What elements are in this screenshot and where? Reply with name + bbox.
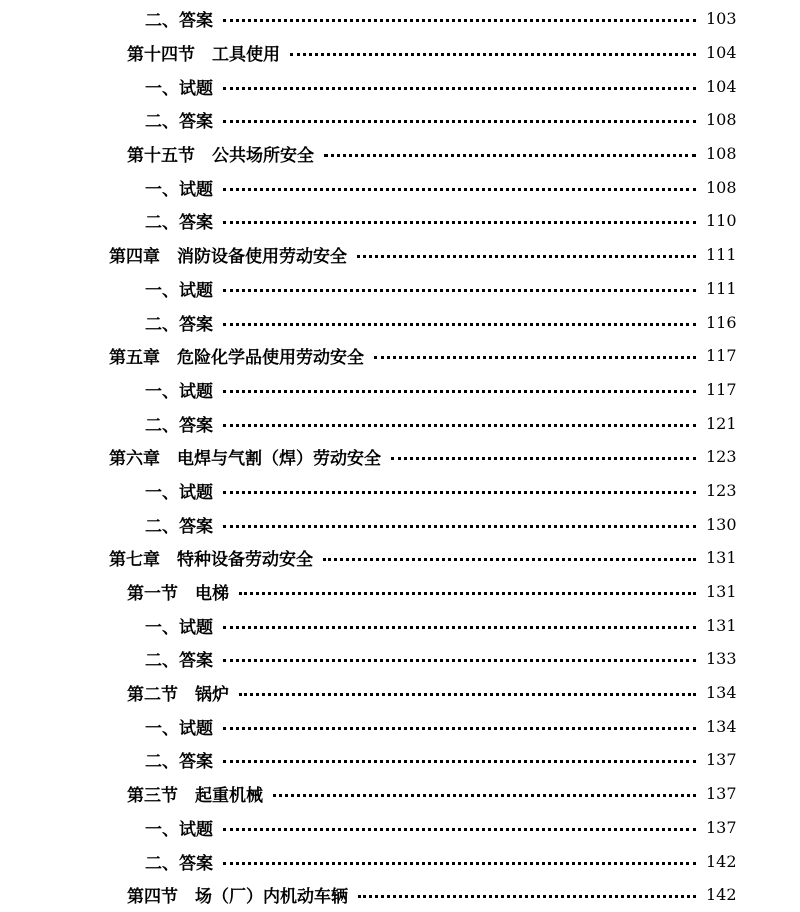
toc-entry[interactable]: [0, 406, 800, 440]
dot-leader: [391, 457, 696, 460]
dot-leader: [223, 727, 696, 730]
dot-leader: [239, 592, 696, 595]
toc-entry[interactable]: [0, 170, 800, 204]
toc-entry-page-number: 137: [706, 750, 737, 770]
toc-entry-label: 第四节 场（厂）内机动车辆: [127, 887, 348, 908]
dot-leader: [223, 188, 696, 191]
toc-entry-label: 第十五节 公共场所安全: [127, 146, 314, 167]
dot-leader: [374, 356, 696, 359]
toc-entry-page-number: 123: [706, 480, 737, 500]
toc-entry-label: 二、答案: [145, 651, 213, 672]
dot-leader: [223, 19, 696, 22]
toc-entry[interactable]: [0, 676, 800, 710]
toc-entry-page-number: 130: [706, 514, 737, 534]
toc-entry-page-number: 131: [706, 582, 737, 602]
toc-entry-label: 一、试题: [145, 819, 213, 840]
dot-leader: [223, 390, 696, 393]
dot-leader: [273, 794, 696, 797]
toc-entry-page-number: 111: [706, 245, 737, 265]
toc-entry[interactable]: [0, 811, 800, 845]
toc-entry-page-number: 123: [706, 447, 737, 467]
toc-entry-label: 一、试题: [145, 280, 213, 301]
toc-entry[interactable]: [0, 339, 800, 373]
toc-entry[interactable]: [0, 709, 800, 743]
toc-entry[interactable]: [0, 474, 800, 508]
toc-entry-page-number: 117: [706, 346, 737, 366]
toc-entry-label: 第四章 消防设备使用劳动安全: [109, 247, 347, 268]
dot-leader: [223, 626, 696, 629]
toc-entry[interactable]: [0, 272, 800, 306]
toc-entry-page-number: 142: [706, 885, 737, 905]
toc-entry[interactable]: [0, 238, 800, 272]
toc-entry[interactable]: [0, 507, 800, 541]
toc-entry-label: 第五章 危险化学品使用劳动安全: [109, 348, 364, 369]
toc-entry-page-number: 137: [706, 817, 737, 837]
toc-entry[interactable]: [0, 36, 800, 70]
dot-leader: [324, 154, 696, 157]
toc-entry-label: 一、试题: [145, 482, 213, 503]
dot-leader: [239, 693, 696, 696]
toc-entry[interactable]: [0, 69, 800, 103]
toc-entry-page-number: 131: [706, 615, 737, 635]
toc-entry[interactable]: [0, 575, 800, 609]
toc-entry[interactable]: [0, 2, 800, 36]
toc-entry-label: 二、答案: [145, 112, 213, 133]
toc-entry-page-number: 134: [706, 683, 737, 703]
dot-leader: [223, 87, 696, 90]
toc-entry[interactable]: [0, 844, 800, 878]
toc-entry[interactable]: [0, 743, 800, 777]
toc-entry[interactable]: [0, 373, 800, 407]
toc-entry-label: 第二节 锅炉: [127, 685, 229, 706]
toc-entry-label: 第一节 电梯: [127, 584, 229, 605]
toc-entry[interactable]: [0, 608, 800, 642]
toc-entry[interactable]: [0, 878, 800, 912]
dot-leader: [223, 828, 696, 831]
toc-entry-page-number: 137: [706, 784, 737, 804]
toc-entry[interactable]: [0, 305, 800, 339]
toc-entry-label: 第七章 特种设备劳动安全: [109, 550, 313, 571]
toc-entry-label: 一、试题: [145, 381, 213, 402]
toc-entry[interactable]: [0, 642, 800, 676]
toc-entry-page-number: 117: [706, 379, 737, 399]
toc-entry-page-number: 104: [706, 76, 737, 96]
toc-entry-label: 第十四节 工具使用: [127, 45, 280, 66]
toc-entry-label: 二、答案: [145, 415, 213, 436]
dot-leader: [223, 289, 696, 292]
table-of-contents: [0, 2, 800, 912]
toc-entry[interactable]: [0, 777, 800, 811]
toc-entry[interactable]: [0, 204, 800, 238]
dot-leader: [223, 525, 696, 528]
toc-entry-label: 第三节 起重机械: [127, 786, 263, 807]
toc-entry-label: 第六章 电焊与气割（焊）劳动安全: [109, 449, 381, 470]
toc-entry-page-number: 108: [706, 144, 737, 164]
toc-entry-label: 二、答案: [145, 314, 213, 335]
toc-entry-page-number: 103: [706, 9, 737, 29]
dot-leader: [358, 895, 696, 898]
toc-entry[interactable]: [0, 103, 800, 137]
toc-entry-page-number: 142: [706, 851, 737, 871]
toc-entry-page-number: 104: [706, 43, 737, 63]
toc-entry-label: 一、试题: [145, 78, 213, 99]
toc-entry-label: 二、答案: [145, 11, 213, 32]
dot-leader: [223, 491, 696, 494]
toc-entry-label: 二、答案: [145, 213, 213, 234]
dot-leader: [290, 53, 696, 56]
toc-entry-page-number: 131: [706, 548, 737, 568]
toc-entry-label: 二、答案: [145, 516, 213, 537]
toc-entry[interactable]: [0, 440, 800, 474]
toc-entry-page-number: 121: [706, 413, 737, 433]
toc-entry-page-number: 111: [706, 278, 737, 298]
dot-leader: [223, 424, 696, 427]
toc-entry-page-number: 110: [706, 211, 737, 231]
dot-leader: [223, 760, 696, 763]
dot-leader: [223, 659, 696, 662]
dot-leader: [223, 323, 696, 326]
toc-entry-label: 二、答案: [145, 752, 213, 773]
dot-leader: [323, 558, 696, 561]
toc-entry[interactable]: [0, 541, 800, 575]
toc-entry-label: 一、试题: [145, 718, 213, 739]
toc-entry-page-number: 133: [706, 649, 737, 669]
dot-leader: [357, 255, 696, 258]
toc-entry[interactable]: [0, 137, 800, 171]
dot-leader: [223, 221, 696, 224]
toc-entry-label: 二、答案: [145, 853, 213, 874]
toc-entry-page-number: 108: [706, 110, 737, 130]
toc-entry-page-number: 116: [706, 312, 737, 332]
toc-entry-page-number: 108: [706, 177, 737, 197]
toc-entry-label: 一、试题: [145, 617, 213, 638]
dot-leader: [223, 862, 696, 865]
toc-entry-label: 一、试题: [145, 179, 213, 200]
toc-entry-page-number: 134: [706, 716, 737, 736]
dot-leader: [223, 120, 696, 123]
